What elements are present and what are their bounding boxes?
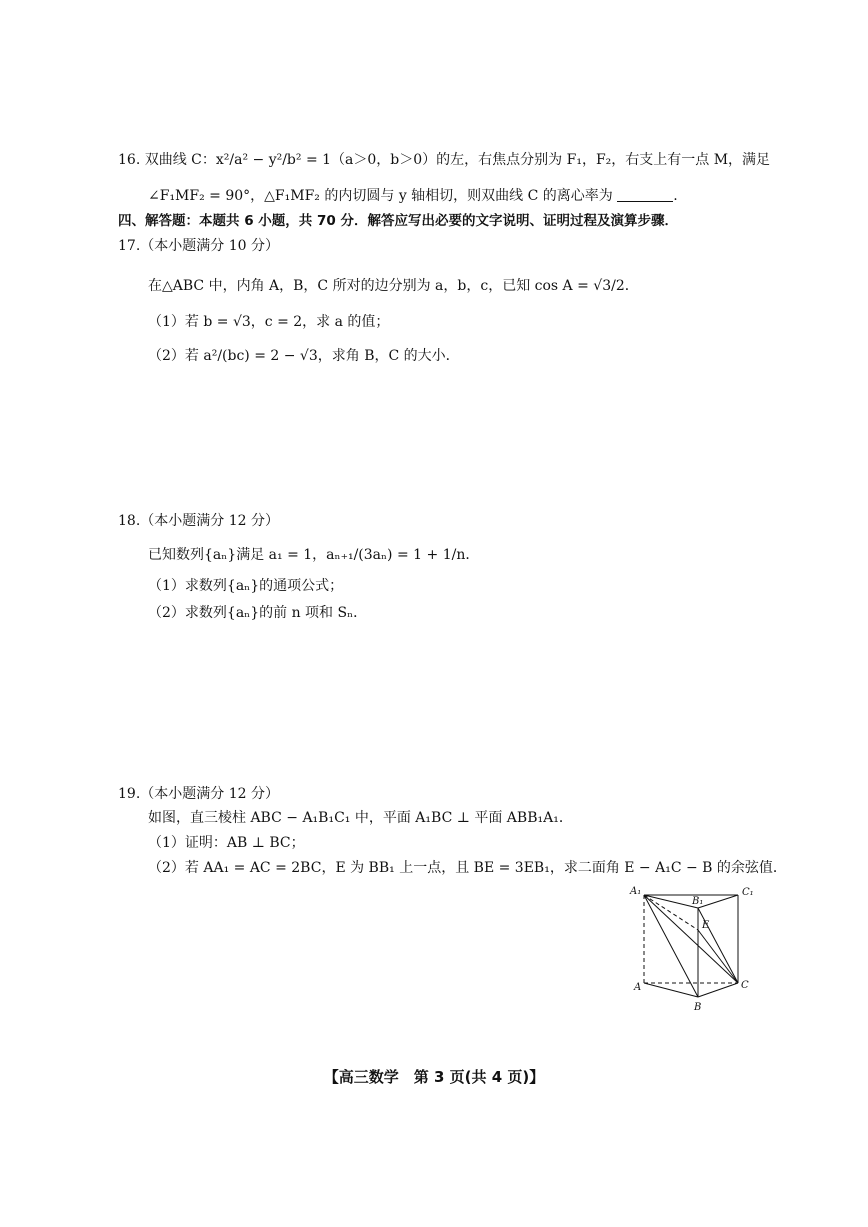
page-footer: 【高三数学 第 3 页(共 4 页)】 bbox=[323, 1068, 545, 1086]
edge-A1C bbox=[644, 895, 738, 983]
edge-B1C1 bbox=[698, 895, 738, 908]
label-E: E bbox=[702, 920, 710, 931]
q18-part2: （2）求数列{aₙ}的前 n 项和 Sₙ． bbox=[148, 605, 368, 621]
q16-line1: 16. 双曲线 C：x²/a² − y²/b² = 1（a＞0，b＞0）的左，右焦点分别为 F₁，F₂，右支上有一点 M，满足 bbox=[118, 152, 771, 168]
label-B: B bbox=[694, 1002, 702, 1013]
edge-AB bbox=[644, 983, 698, 997]
section-header: 四、解答题：本题共 6 小题，共 70 分．解答应写出必要的文字说明、证明过程及演算步骤． bbox=[118, 213, 678, 229]
edge-A1B1 bbox=[644, 895, 698, 908]
label-A: A bbox=[634, 982, 642, 993]
q16-line2-text: ∠F₁MF₂ = 90°，△F₁MF₂ 的内切圆与 y 轴相切，则双曲线 C 的离心率为 bbox=[148, 188, 613, 204]
q17-part2: （2）若 a²/(bc) = 2 − √3，求角 B，C 的大小． bbox=[148, 348, 460, 364]
q17-header: 17.（本小题满分 10 分） bbox=[118, 238, 279, 254]
q17-part1: （1）若 b = √3，c = 2，求 a 的值； bbox=[148, 314, 390, 330]
edge-A1B bbox=[644, 895, 698, 997]
edge-BC bbox=[698, 983, 738, 997]
q16-line2-end: . bbox=[673, 188, 678, 204]
label-C1: C₁ bbox=[742, 887, 754, 898]
q16-line2 bbox=[148, 186, 678, 206]
label-A1: A₁ bbox=[630, 886, 642, 897]
q18-part1: （1）求数列{aₙ}的通项公式； bbox=[148, 578, 344, 594]
edge-A1E-hidden bbox=[644, 895, 698, 930]
q19-part2: （2）若 AA₁ = AC = 2BC，E 为 BB₁ 上一点，且 BE = 3EB₁，求二面角 E − A₁C − B 的余弦值． bbox=[148, 860, 787, 876]
answer-blank bbox=[617, 187, 673, 202]
q19-header: 19.（本小题满分 12 分） bbox=[118, 786, 279, 802]
q18-stem: 已知数列{aₙ}满足 a₁ = 1，aₙ₊₁/(3aₙ) = 1 + 1/n． bbox=[148, 547, 480, 563]
q19-stem: 如图，直三棱柱 ABC − A₁B₁C₁ 中，平面 A₁BC ⊥ 平面 ABB₁A₁． bbox=[148, 810, 573, 826]
edge-EC bbox=[698, 930, 738, 983]
label-B1: B₁ bbox=[692, 896, 704, 907]
q18-header: 18.（本小题满分 12 分） bbox=[118, 513, 279, 529]
q19-part1: （1）证明：AB ⊥ BC； bbox=[148, 835, 305, 851]
prism-figure bbox=[626, 880, 766, 1015]
label-C: C bbox=[741, 980, 749, 991]
q17-stem: 在△ABC 中，内角 A，B，C 所对的边分别为 a，b，c，已知 cos A = √3/2． bbox=[148, 278, 639, 294]
